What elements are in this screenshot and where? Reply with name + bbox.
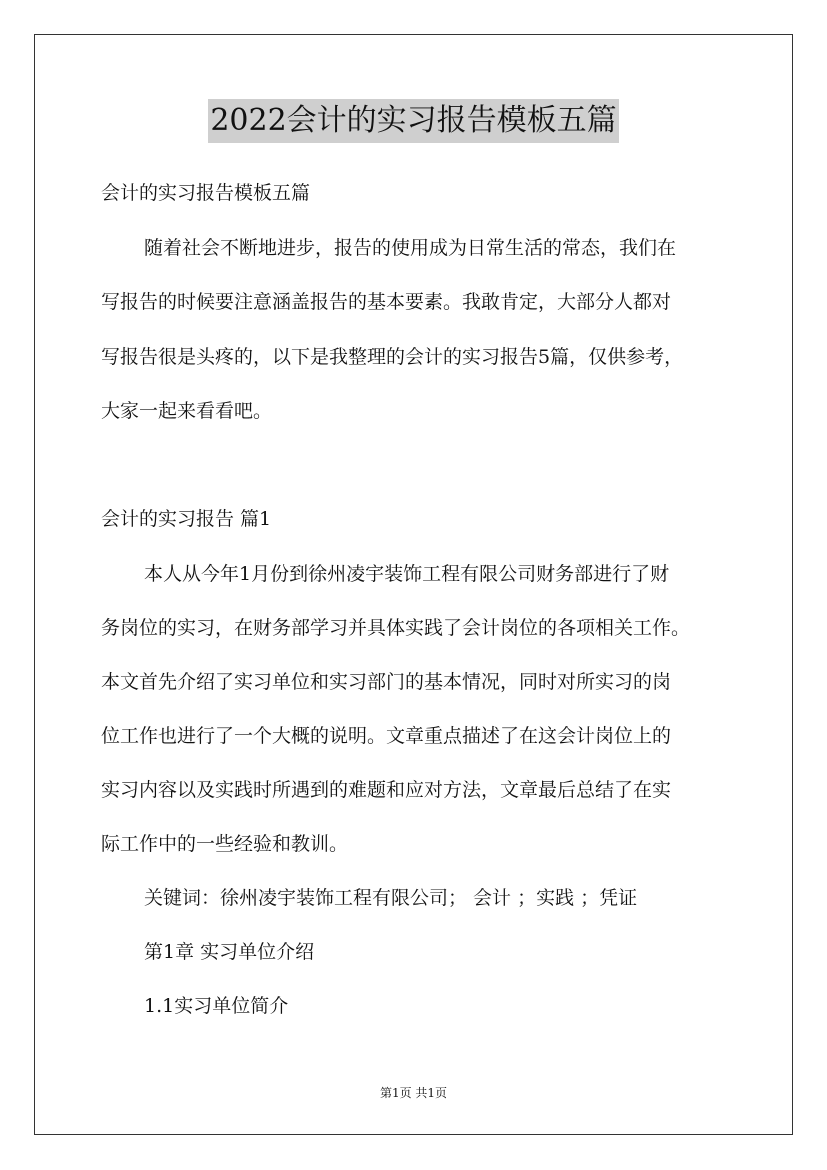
- chapter-heading: 第1章 实习单位介绍: [144, 941, 315, 963]
- body-line-5: 实习内容以及实践时所遇到的难题和应对方法，文章最后总结了在实: [101, 779, 672, 801]
- document-title: 2022会计的实习报告模板五篇: [208, 99, 618, 143]
- body-line-2: 务岗位的实习，在财务部学习并具体实践了会计岗位的各项相关工作。: [101, 617, 691, 639]
- section-heading: 会计的实习报告 篇1: [101, 508, 272, 530]
- document-subtitle: 会计的实习报告模板五篇: [101, 182, 311, 204]
- intro-line-4: 大家一起来看看吧。: [101, 400, 273, 422]
- keywords-line: 关键词：徐州凌宇装饰工程有限公司； 会计 ；实践 ；凭证: [144, 887, 638, 909]
- body-line-4: 位工作也进行了一个大概的说明。文章重点描述了在这会计岗位上的: [101, 725, 672, 747]
- intro-line-3: 写报告很是头疼的，以下是我整理的会计的实习报告5篇，仅供参考，: [101, 346, 684, 368]
- page-footer: 第1页 共1页: [379, 1086, 448, 1100]
- body-line-6: 际工作中的一些经验和教训。: [101, 833, 349, 855]
- title-container: [0, 99, 827, 143]
- intro-line-2: 写报告的时候要注意涵盖报告的基本要素。我敢肯定，大部分人都对: [101, 291, 672, 313]
- body-line-3: 本文首先介绍了实习单位和实习部门的基本情况，同时对所实习的岗: [101, 671, 672, 693]
- intro-line-1: 随着社会不断地进步，报告的使用成为日常生活的常态，我们在: [144, 237, 677, 259]
- subsection-heading: 1.1实习单位简介: [144, 995, 289, 1017]
- body-line-1: 本人从今年1月份到徐州凌宇装饰工程有限公司财务部进行了财: [144, 563, 670, 585]
